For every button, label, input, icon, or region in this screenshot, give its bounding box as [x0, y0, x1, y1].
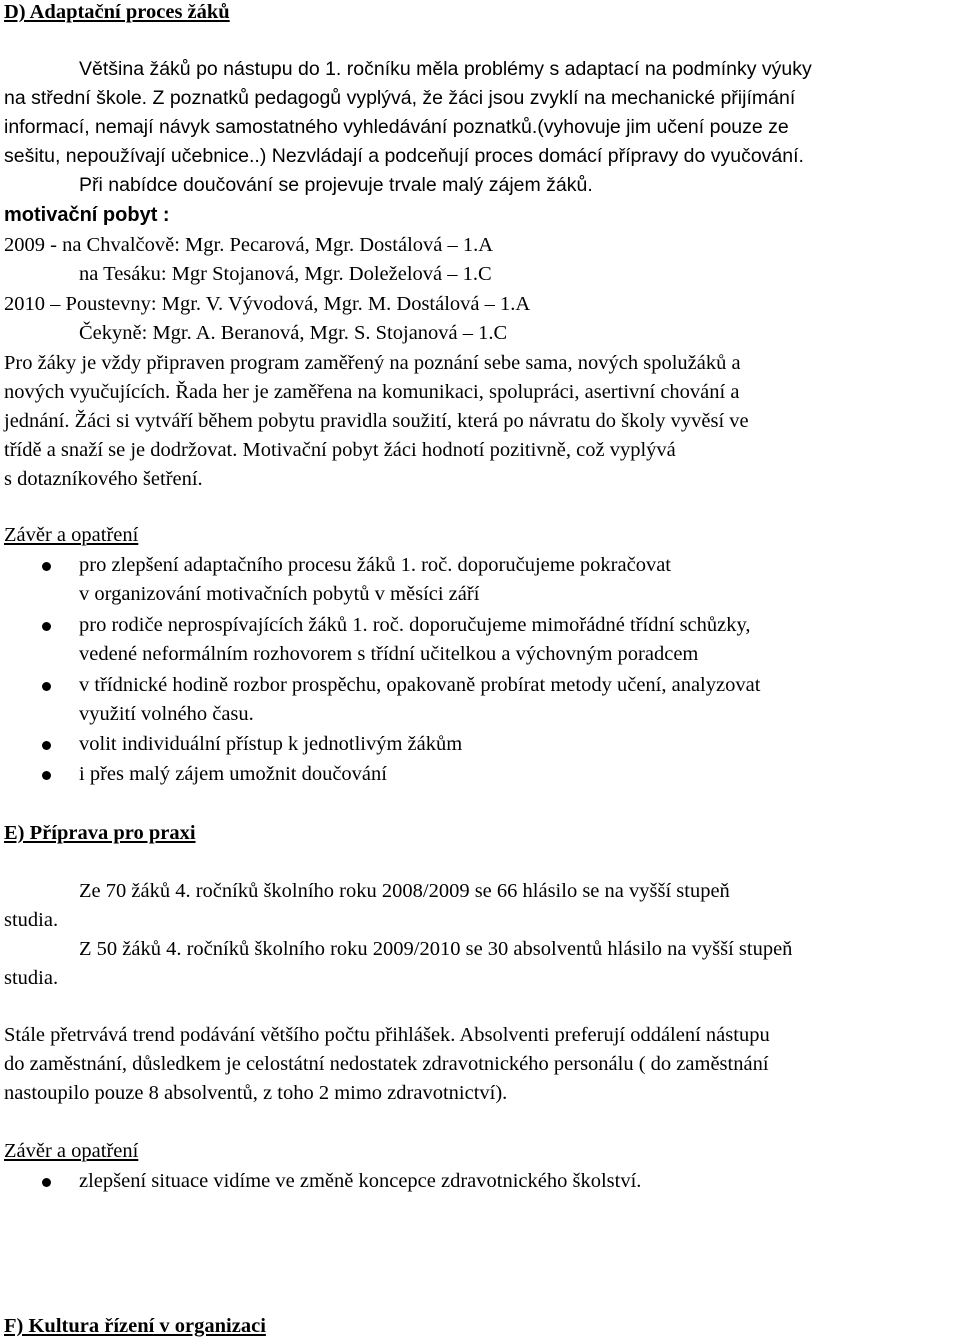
motivation-label: motivační pobyt : [4, 204, 170, 226]
conclusion-d-heading: Závěr a opatření [4, 524, 139, 546]
stay-line-4: Čekyně: Mgr. A. Beranová, Mgr. S. Stojanová – 1.C [79, 322, 508, 344]
measure-3-line-1: v třídnické hodině rozbor prospěchu, opakovaně probírat metody učení, analyzovat [79, 674, 761, 696]
intro-line-4: sešitu, nepoužívají učebnice..) Nezvládají a podceňují proces domácí přípravy do vyučování. [4, 145, 804, 167]
stay-line-2: na Tesáku: Mgr Stojanová, Mgr. Doleželová – 1.C [79, 263, 492, 285]
program-line-4: třídě a snaží se je dodržovat. Motivační pobyt žáci hodnotí pozitivně, což vyplývá [4, 439, 676, 461]
bullet-icon [42, 1178, 51, 1187]
stat-1-line-1: Ze 70 žáků 4. ročníků školního roku 2008/2009 se 66 hlásilo se na vyšší stupeň [79, 880, 730, 902]
stat-2-line-1: Z 50 žáků 4. ročníků školního roku 2009/2010 se 30 absolventů hlásilo na vyšší stupeň [79, 938, 793, 960]
trend-line-2: do zaměstnání, důsledkem je celostátní nedostatek zdravotnického personálu ( do zaměstnání [4, 1053, 769, 1075]
intro-line-2: na střední škole. Z poznatků pedagogů vyplývá, že žáci jsou zvyklí na mechanické přijímání [4, 87, 796, 109]
intro-line-1: Většina žáků po nástupu do 1. ročníku měla problémy s adaptací na podmínky výuky [79, 58, 812, 80]
measure-2-line-2: vedené neformálním rozhovorem s třídní učitelkou a výchovným poradcem [79, 643, 699, 665]
bullet-icon [42, 771, 51, 780]
stay-line-1: 2009 - na Chvalčově: Mgr. Pecarová, Mgr. Dostálová – 1.A [4, 234, 494, 256]
bullet-icon [42, 682, 51, 691]
section-e-heading: E) Příprava pro praxi [4, 822, 196, 844]
section-d-heading: D) Adaptační proces žáků [4, 1, 230, 23]
program-line-3: jednání. Žáci si vytváří během pobytu pravidla soužití, která po návratu do školy vyvěsí ve [4, 410, 749, 432]
measure-1-line-1: pro zlepšení adaptačního procesu žáků 1. roč. doporučujeme pokračovat [79, 554, 671, 576]
program-line-1: Pro žáky je vždy připraven program zaměřený na poznání sebe sama, nových spolužáků a [4, 352, 741, 374]
stat-2-line-2: studia. [4, 967, 59, 989]
measure-2-line-1: pro rodiče neprospívajících žáků 1. roč. doporučujeme mimořádné třídní schůzky, [79, 614, 751, 636]
trend-line-3: nastoupilo pouze 8 absolventů, z toho 2 mimo zdravotnictví). [4, 1082, 508, 1104]
measure-5-line-1: i přes malý zájem umožnit doučování [79, 763, 387, 785]
intro-line-5: Při nabídce doučování se projevuje trvale malý zájem žáků. [79, 174, 593, 196]
measure-4-line-1: volit individuální přístup k jednotlivým žákům [79, 733, 463, 755]
stat-1-line-2: studia. [4, 909, 59, 931]
trend-line-1: Stále přetrvává trend podávání většího počtu přihlášek. Absolventi preferují oddálení nástupu [4, 1024, 770, 1046]
measure-e-1: zlepšení situace vidíme ve změně koncepce zdravotnického školství. [79, 1170, 642, 1192]
measure-1-line-2: v organizování motivačních pobytů v měsíci září [79, 583, 480, 605]
bullet-icon [42, 622, 51, 631]
stay-line-3: 2010 – Poustevny: Mgr. V. Vývodová, Mgr. M. Dostálová – 1.A [4, 293, 531, 315]
bullet-icon [42, 741, 51, 750]
bullet-icon [42, 562, 51, 571]
program-line-2: nových vyučujících. Řada her je zaměřena na komunikaci, spolupráci, asertivní chování a [4, 381, 740, 403]
measure-3-line-2: využití volného času. [79, 703, 254, 725]
program-line-5: s dotazníkového šetření. [4, 468, 203, 490]
intro-line-3: informací, nemají návyk samostatného vyhledávání poznatků.(vyhovuje jim učení pouze ze [4, 116, 789, 138]
conclusion-e-heading: Závěr a opatření [4, 1140, 139, 1162]
section-f-heading: F) Kultura řízení v organizaci [4, 1315, 266, 1337]
